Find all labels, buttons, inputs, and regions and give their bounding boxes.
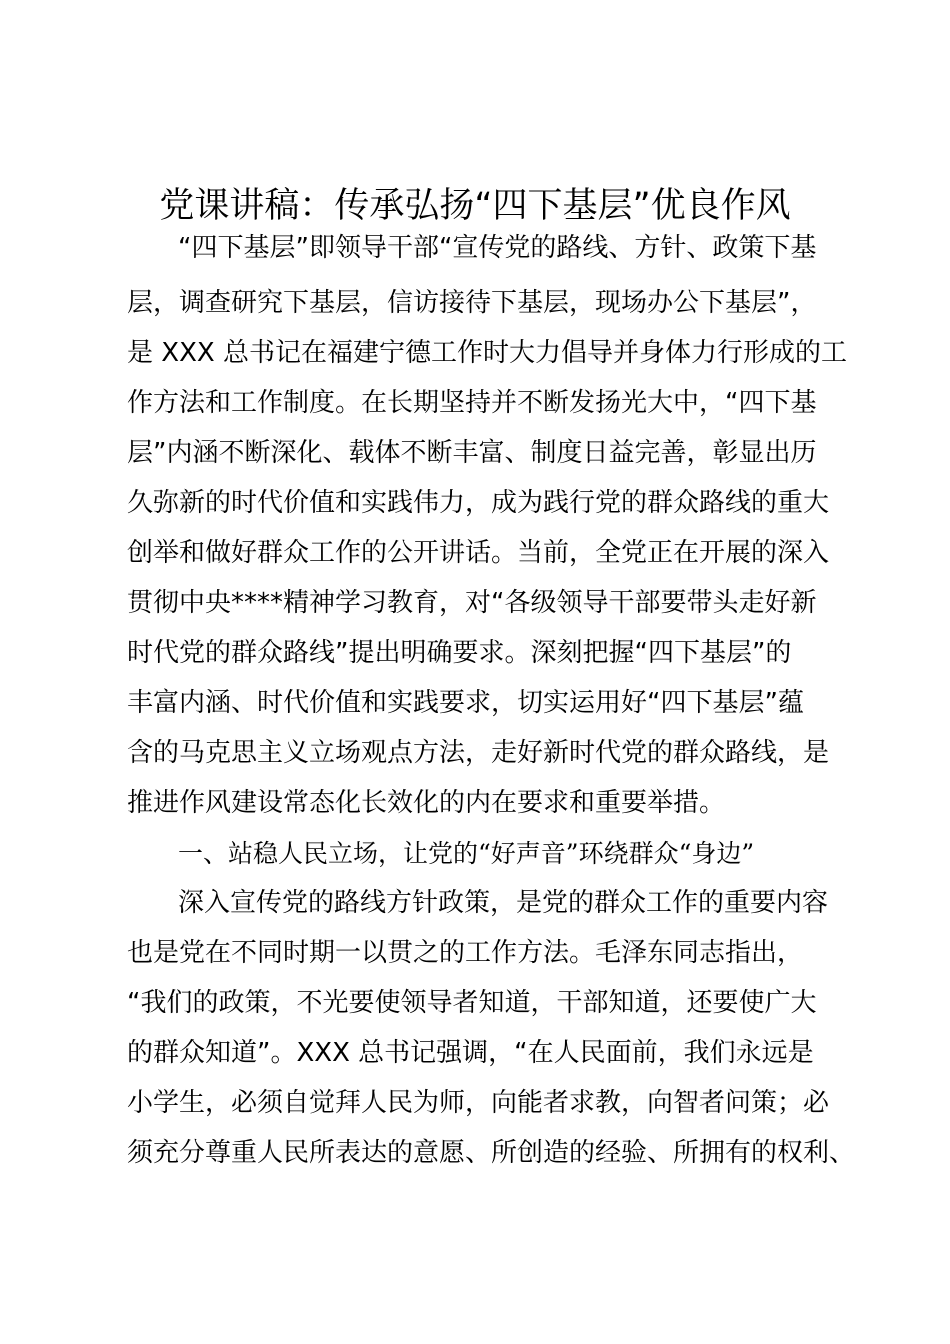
- body-line: 也是党在不同时期一以贯之的工作方法。毛泽东同志指出，: [127, 938, 804, 968]
- body-line: 丰富内涵、时代价值和实践要求，切实运用好“四下基层”蕴: [127, 688, 804, 718]
- body-line: 层”内涵不断深化、载体不断丰富、制度日益完善，彰显出历: [127, 438, 817, 468]
- body-line: 的群众知道”。XXX 总书记强调，“在人民面前，我们永远是: [127, 1038, 814, 1068]
- body-line: 是 XXX 总书记在福建宁德工作时大力倡导并身体力行形成的工: [127, 338, 847, 368]
- body-line: 推进作风建设常态化长效化的内在要求和重要举措。: [127, 788, 726, 818]
- body-line: 小学生，必须自觉拜人民为师，向能者求教，向智者问策；必: [127, 1088, 830, 1118]
- body-line: 贯彻中央****精神学习教育，对“各级领导干部要带头走好新: [127, 588, 817, 618]
- body-line: 深入宣传党的路线方针政策，是党的群众工作的重要内容: [178, 888, 829, 918]
- body-line: 含的马克思主义立场观点方法，走好新时代党的群众路线，是: [127, 738, 830, 768]
- section-heading: 一、站稳人民立场，让党的“好声音”环绕群众“身边”: [178, 839, 755, 868]
- body-line: 创举和做好群众工作的公开讲话。当前，全党正在开展的深入: [127, 538, 830, 568]
- body-line: “我们的政策，不光要使领导者知道，干部知道，还要使广大: [127, 988, 817, 1018]
- body-line: 作方法和工作制度。在长期坚持并不断发扬光大中，“四下基: [127, 388, 817, 418]
- body-line: 久弥新的时代价值和实践伟力，成为践行党的群众路线的重大: [127, 488, 830, 518]
- body-line: 须充分尊重人民所表达的意愿、所创造的经验、所拥有的权利、: [127, 1138, 856, 1168]
- body-line: 时代党的群众路线”提出明确要求。深刻把握“四下基层”的: [127, 638, 792, 668]
- body-line: 层，调查研究下基层，信访接待下基层，现场办公下基层”，: [127, 288, 817, 318]
- document-title: 党课讲稿：传承弘扬“四下基层”优良作风: [159, 186, 791, 226]
- body-line: “四下基层”即领导干部“宣传党的路线、方针、政策下基: [178, 233, 817, 263]
